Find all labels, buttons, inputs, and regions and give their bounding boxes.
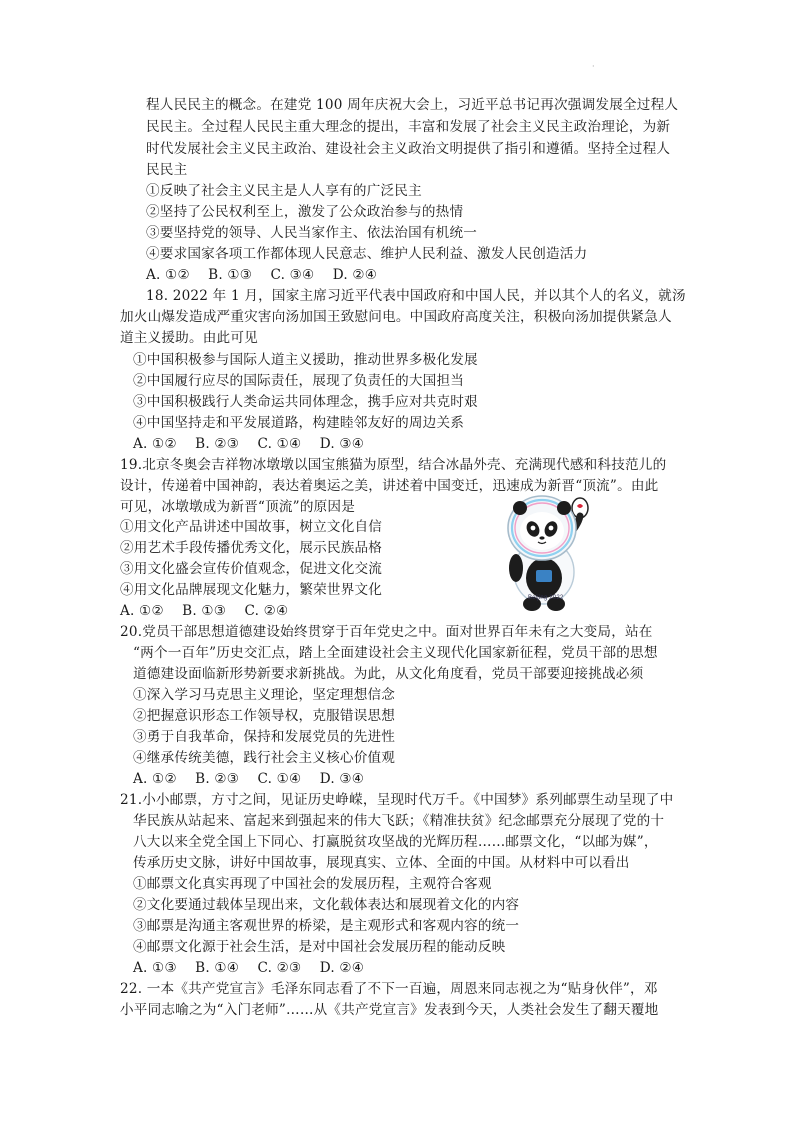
q19-line-1: 19.北京冬奥会吉祥物冰墩墩以国宝熊猫为原型，结合冰晶外壳、充满现代感和科技范儿的 (120, 457, 667, 473)
q17-line-3: 时代发展社会主义民主政治、建设社会主义政治文明提供了指引和遵循。坚持全过程人 (146, 141, 671, 157)
q21-option-2: ②文化要通过载体呈现出来，文化载体表达和展现着文化的内容 (133, 897, 520, 913)
q17-option-2: ②坚持了公民权利至上，激发了公众政治参与的热情 (146, 204, 464, 220)
q21-line-3: 八大以来全党全国上下同心、打赢脱贫攻坚战的光辉历程……邮票文化，“以邮为媒”， (133, 834, 658, 850)
q21-line-2: 华民族从站起来、富起来到强起来的伟大飞跃；《精准扶贫》纪念邮票充分展现了党的十 (133, 813, 665, 829)
mascot-caption: Beijing 2022 (528, 595, 564, 601)
header-mark: · (592, 62, 595, 71)
q22-line-1: 22. 一本《共产党宣言》毛泽东同志看了不下一百遍，周恩来同志视之为“贴身伙伴”，邓 (120, 981, 658, 997)
q18-option-1: ①中国积极参与国际人道主义援助，推动世界多极化发展 (133, 352, 478, 368)
q18-option-3: ③中国积极践行人类命运共同体理念，携手应对共克时艰 (133, 394, 478, 410)
q17-option-3: ③要坚持党的领导、人民当家作主、依法治国有机统一 (146, 225, 478, 241)
q20-line-2: “两个一百年”历史交汇点，踏上全面建设社会主义现代化国家新征程，党员干部的思想 (133, 645, 658, 661)
q17-line-1: 程人民民主的概念。在建党 100 周年庆祝大会上，习近平总书记再次强调发展全过程人 (146, 97, 679, 113)
q17-option-4: ④要求国家各项工作都体现人民意志、维护人民利益、激发人民创造活力 (146, 246, 588, 262)
q17-line-4: 民民主 (146, 162, 188, 178)
q19-option-3: ③用文化盛会宣传价值观念，促进文化交流 (120, 561, 383, 577)
q20-line-3: 道德建设面临新形势新要求新挑战。为此，从文化角度看，党员干部要迎接挑战必须 (133, 666, 644, 682)
q19-option-2: ②用艺术手段传播优秀文化，展示民族品格 (120, 540, 383, 556)
q21-line-4: 传承历史文脉，讲好中国故事，展现真实、立体、全面的中国。从材料中可以看出 (133, 855, 630, 871)
q22-line-2: 小平同志喻之为“入门老师”……从《共产党宣言》发表到今天，人类社会发生了翻天覆地 (120, 1002, 659, 1018)
q20-option-1: ①深入学习马克思主义理论，坚定理想信念 (133, 687, 396, 703)
q18-option-2: ②中国履行应尽的国际责任，展现了负责任的大国担当 (133, 373, 465, 389)
q17-answer-choices: A. ①② B. ①③ C. ③④ D. ②④ (146, 267, 378, 283)
q18-answer-choices: A. ①② B. ②③ C. ①④ D. ③④ (133, 436, 365, 452)
q18-line-2: 加火山爆发造成严重灾害向汤加国王致慰问电。中国政府高度关注，积极向汤加提供紧急人 (120, 309, 672, 325)
q19-line-3: 可见，冰墩墩成为新晋“顶流”的原因是 (120, 499, 355, 515)
q20-option-3: ③勇于自我革命，保持和发展党员的先进性 (133, 729, 396, 745)
q19-answer-choices: A. ①② B. ①③ C. ②④ (120, 603, 289, 619)
q18-option-4: ④中国坚持走和平发展道路，构建睦邻友好的周边关系 (133, 415, 465, 431)
q21-answer-choices: A. ①③ B. ①④ C. ②③ D. ②④ (133, 960, 365, 976)
q19-line-2: 设计，传递着中国神韵，表达着奥运之美，讲述着中国变迁，迅速成为新晋“顶流”。由此 (120, 478, 659, 494)
q19-option-4: ④用文化品牌展现文化魅力，繁荣世界文化 (120, 582, 383, 598)
q20-answer-choices: A. ①② B. ②③ C. ①④ D. ③④ (133, 771, 365, 787)
q18-line-3: 道主义援助。由此可见 (120, 330, 258, 346)
q21-option-3: ③邮票是沟通主客观世界的桥梁，是主观形式和客观内容的统一 (133, 918, 520, 934)
q17-option-1: ①反映了社会主义民主是人人享有的广泛民主 (146, 183, 422, 199)
q20-line-1: 20.党员干部思想道德建设始终贯穿于百年党史之中。面对世界百年未有之大变局，站在 (120, 624, 653, 640)
q21-option-1: ①邮票文化真实再现了中国社会的发展历程，主观符合客观 (133, 876, 492, 892)
q20-option-4: ④继承传统美德，践行社会主义核心价值观 (133, 750, 396, 766)
q17-line-2: 民民主。全过程人民民主重大理念的提出，丰富和发展了社会主义民主政治理论，为新 (146, 119, 671, 135)
q20-option-2: ②把握意识形态工作领导权，克服错误思想 (133, 708, 396, 724)
q21-line-1: 21.小小邮票，方寸之间，见证历史峥嵘，呈现时代万千。《中国梦》系列邮票生动呈现了中 (120, 792, 674, 808)
q18-line-1: 18. 2022 年 1 月，国家主席习近平代表中国政府和中国人民，并以其个人的名义，就汤 (146, 288, 686, 304)
q21-option-4: ④邮票文化源于社会生活，是对中国社会发展历程的能动反映 (133, 939, 506, 955)
q19-option-1: ①用文化产品讲述中国故事，树立文化自信 (120, 519, 383, 535)
